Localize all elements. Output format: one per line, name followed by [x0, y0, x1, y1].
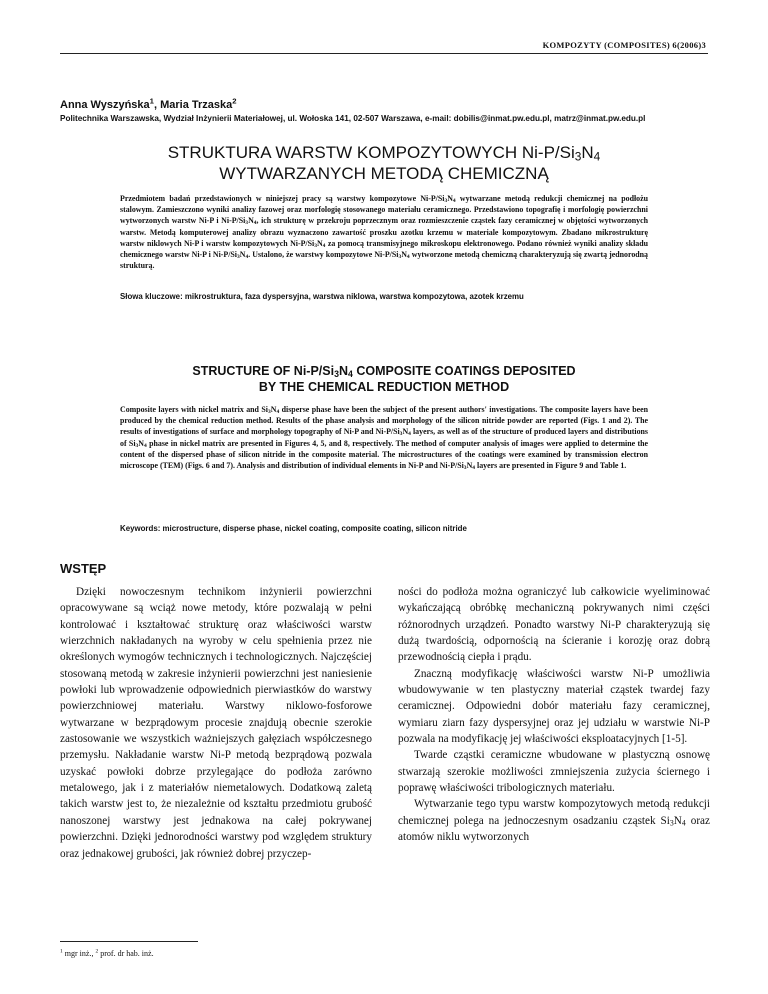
subscript: 3 — [314, 242, 317, 249]
footnote-divider — [60, 941, 198, 942]
title-polish-line-1 — [60, 142, 708, 163]
subscript: 4 — [347, 368, 353, 379]
abstract-text: wytwarzane metodą redukcji chemicznej na podłożu stalowym. Zamieszczono wyniki analizy fazowej oraz morfologię stosowanego materiału ceramicznego. Przedstawiono topografię i morfologię powierzchni wytworzonych warstw Ni-P i Ni-P/Si — [120, 194, 648, 226]
abstract-text: N — [401, 250, 407, 260]
paragraph: ności do podłoża można ograniczyć lub całkowicie wyeliminować wykańczającą obróbkę mechaniczną pokrywanych nimi części różnorodnych urządzeń. Ponadto warstwy Ni-P charakteryzują się dużą twardością, odpornością na ścieranie i korozję oraz dobrą przewodnością ciepła i prądu. — [398, 586, 710, 664]
footnote-mark: 1 — [60, 948, 63, 955]
subscript: 4 — [276, 409, 280, 416]
subscript: 3 — [444, 198, 448, 205]
footnote-text: prof. dr hab. inż. — [98, 949, 154, 958]
subscript: 3 — [245, 220, 249, 227]
paragraph: Dzięki nowoczesnym technikom inżynierii powierzchni opracowywane są wciąż nowe metody, które pozwalają w pełni kontrolować i kształtować strukturę oraz właściwości warstw wierzchnich nakładanych na wyroby w celu spełnienia przez nie określonych wymogów technicznych i technologicznych. Najczęściej stosowaną metodą w zakresie inżynierii powierzchni jest naniesienie powłoki lub wprowadzenie odpowiednich pierwiastków do warstwy powierzchniowej materiału. Warstwy niklowo-fosforowe wytwarzane w bezprądowym procesie znajdują obecnie szerokie zastosowanie we wszystkich ważniejszych gałęziach współczesnego przemysłu. Nakładanie warstw Ni-P metodą bezprądową pozwala uzyskać powłoki dobrze przylegające do podłoża zarówno metalowego, jak i z materiałów niemetalowych. Dodatkową zaletą takich warstw jest to, że niezależnie od kształtu przedmiotu grubość nanoszonej warstwy jest jednakowa na całej pokrywanej powierzchni. Dzięki jednorodności warstwy pod względem struktury oraz jednakowej grubości, jak również dobrej przyczep- — [60, 586, 372, 860]
subscript: 4 — [144, 442, 147, 449]
author-2: Maria Trzaska — [160, 99, 233, 111]
abstract-text: za pomocą transmisyjnego mikroskopu elektronowego. Podano również wyniki analizy składu chemicznego warstw Ni-P i Ni-P/Si — [120, 238, 648, 260]
abstract-text: N — [316, 238, 323, 248]
affiliation: Politechnika Warszawska, Wydział Inżynierii Materiałowej, ul. Wołoska 141, 02-507 Warszawa, e-mail: dobilis@inmat.pw.edu.pl, matrz@inmat.pw.edu.pl — [60, 114, 646, 123]
title-english-line-2: BY THE CHEMICAL REDUCTION METHOD — [258, 380, 510, 394]
subscript: 4 — [452, 198, 456, 205]
paragraph: Znaczną modyfikację właściwości warstw Ni-P umożliwia wbudowywanie w ten plastyczny materiał cząstek twardej fazy ceramicznej. Odpowiedni dobór materiału fazy ceramicznej, wymiaru ziarn fazy dyspersyjnej oraz jej udziału w warstwie Ni-P pozwala na modyfikację jej właściwości eksploatacyjnych [1-5]. — [398, 667, 710, 746]
abstract-text: . Ustalono, że warstwy kompozytowe Ni-P/Si — [248, 250, 399, 260]
abstract-text: wytworzone metodą chemiczną charakteryzują się zwartą jednorodną strukturą. — [120, 250, 649, 271]
subscript: 4 — [245, 254, 249, 261]
header-divider — [60, 53, 708, 54]
abstract-english — [120, 404, 648, 471]
abstract-text: N — [248, 216, 254, 226]
subscript: 4 — [593, 149, 601, 164]
abstract-text: , ich strukturę w przekroju poprzecznym oraz rozmieszczenie cząstek fazy ceramicznej w objętości wytworzonych warstw. Metodą komputerowej analizy obrazu wyznaczono zawartość proszku azotku krzemu w materiale kompozytowym. Zbadano mikrostrukturę warstw niklowych Ni-P i warstw kompozytowych Ni-P/Si — [120, 216, 648, 248]
keywords-polish — [120, 292, 680, 301]
author-1: Anna Wyszyńska — [60, 99, 150, 111]
paragraph-text: Wytwarzanie tego typu warstw kompozytowych metodą redukcji chemicznej polega na jednoczesnym osadzaniu cząstek Si — [398, 798, 710, 827]
title-text: N — [581, 143, 594, 162]
title-text: N — [338, 364, 348, 378]
subscript: 4 — [253, 220, 257, 227]
section-heading: WSTĘP — [60, 561, 107, 576]
body-column-right — [398, 584, 710, 846]
abstract-text: N — [239, 250, 246, 260]
title-text: COMPOSITE COATINGS DEPOSITED — [352, 364, 576, 378]
keywords-text: mikrostruktura, faza dyspersyjna, warstwa niklowa, warstwa kompozytowa, azotek krzemu — [182, 292, 524, 301]
abstract-text: N — [402, 427, 409, 437]
subscript: 4 — [408, 431, 411, 438]
title-english — [60, 363, 708, 395]
keywords-text: microstructure, disperse phase, nickel coating, composite coating, silicon nitride — [160, 524, 467, 533]
paragraph — [398, 796, 710, 845]
abstract-text: Composite layers with nickel matrix and Si — [120, 405, 268, 414]
title-english-line-1 — [60, 363, 708, 379]
title-text: STRUKTURA WARSTW KOMPOZYTOWYCH Ni-P/Si — [167, 143, 575, 162]
footnote — [60, 949, 154, 958]
journal-header: KOMPOZYTY (COMPOSITES) 6(2006)3 — [542, 40, 706, 50]
title-polish-line-2: WYTWARZANYCH METODĄ CHEMICZNĄ — [219, 164, 549, 183]
paragraph-text: oraz atomów niklu wytworzonych — [398, 814, 710, 844]
footnote-mark: 2 — [95, 948, 99, 955]
footnote-text: mgr inż., — [62, 949, 96, 958]
title-text: STRUCTURE OF Ni-P/Si — [192, 364, 335, 378]
abstract-text: N — [138, 438, 144, 448]
keywords-english — [120, 524, 680, 533]
abstract-text: Przedmiotem badań przedstawionych w niniejszej pracy są warstwy kompozytowe Ni-P/Si — [120, 194, 445, 203]
subscript: 3 — [669, 818, 674, 828]
abstract-text: disperse phase have been the subject of the present authors' investigations. The composite layers have been produced by the chemical reduction method. Results of the phase analysis and morphology of the silicon nitride powder are reported (Figs. 1 and 2). The results of investigations of surface and morphology topography of Ni-P and Ni-P/Si — [120, 405, 648, 437]
subscript: 4 — [681, 818, 686, 828]
abstract-text: layers are presented in Figure 9 and Table 1. — [475, 461, 627, 471]
subscript: 4 — [322, 242, 326, 249]
author-1-mark: 1 — [149, 96, 154, 106]
abstract-text: layers, as well as of the structure of produced layers and distributions of Si — [120, 427, 648, 448]
author-separator: , — [153, 99, 161, 111]
title-polish — [60, 142, 708, 184]
abstract-text: N — [270, 405, 277, 414]
subscript: 3 — [574, 149, 582, 164]
subscript: 3 — [267, 409, 271, 416]
subscript: 3 — [334, 368, 339, 379]
keywords-label: Keywords: — [120, 524, 161, 533]
paragraph: Twarde cząstki ceramiczne wbudowane w plastyczną osnowę stwarzają szerokie możliwości zmniejszenia zużycia ściernego i poprawę właściwości tribologicznych materiału. — [398, 749, 710, 795]
subscript: 3 — [398, 254, 402, 261]
abstract-text: phase in nickel matrix are presented in Figures 4, 5, and 8, respectively. The method of computer analysis of images were applied to determine the content of the dispersed phase of silicon nitride in the composite material. The microstructures of the coatings were examined by transmission electron microscope (TEM) (Figs. 6 and 7). Analysis and distribution of individual elements in Ni-P and Ni-P/Si — [120, 438, 648, 471]
subscript: 3 — [237, 254, 240, 261]
subscript: 4 — [406, 254, 410, 261]
subscript: 3 — [135, 442, 139, 449]
author-2-mark: 2 — [232, 96, 237, 106]
subscript: 4 — [472, 465, 476, 472]
abstract-text: N — [447, 194, 453, 203]
keywords-label: Słowa kluczowe: — [120, 292, 183, 301]
authors — [60, 96, 237, 111]
subscript: 3 — [399, 431, 403, 438]
body-column-left — [60, 584, 372, 862]
abstract-polish — [120, 193, 648, 271]
subscript: 3 — [463, 465, 467, 472]
paragraph-text: N — [673, 814, 682, 827]
abstract-text: N — [466, 461, 473, 471]
